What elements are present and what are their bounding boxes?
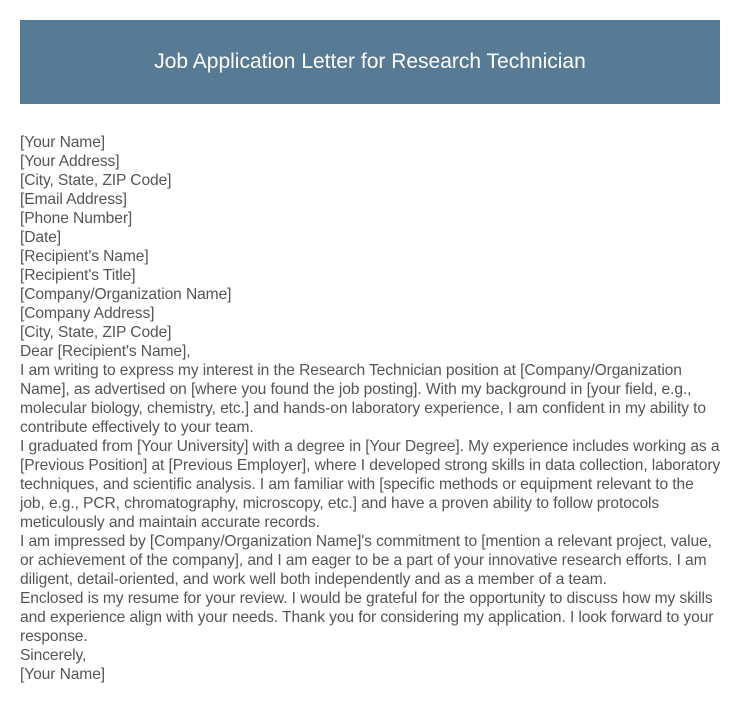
sender-email: [Email Address]	[20, 191, 127, 208]
recipient-title: [Recipient's Title]	[20, 267, 136, 284]
recipient-company: [Company/Organization Name]	[20, 286, 232, 303]
paragraph-education: I graduated from [Your University] with a degree in [Your Degree]. My experience includes working as a [Previous Position] at [Previous Employer], where I developed strong skills in data collection, laboratory techniques, and scientific analysis. I am familiar with [specific methods or equipment relevant to the job, e.g., PCR, chromatography, microscopy, etc.] and have a proven ability to follow protocols meticulously and maintain accurate records.	[20, 438, 721, 531]
page-title: Job Application Letter for Research Technician	[154, 50, 586, 73]
signature: [Your Name]	[20, 666, 106, 683]
closing: Sincerely,	[20, 647, 87, 664]
sender-city-state-zip: [City, State, ZIP Code]	[20, 172, 172, 189]
recipient-address: [Company Address]	[20, 305, 155, 322]
sender-phone: [Phone Number]	[20, 210, 133, 227]
recipient-name: [Recipient's Name]	[20, 248, 149, 265]
salutation: Dear [Recipient's Name],	[20, 343, 191, 360]
page-header	[20, 20, 720, 104]
paragraph-intro: I am writing to express my interest in the Research Technician position at [Company/Organization Name], as advertised on [where you found the job posting]. With my background in [your field, e.g., molecular biology, chemistry, etc.] and hands-on laboratory experience, I am confident in my ability to contribute effectively to your team.	[20, 362, 706, 436]
sender-name: [Your Name]	[20, 134, 106, 151]
paragraph-company-interest: I am impressed by [Company/Organization Name]'s commitment to [mention a relevant project, value, or achievement of the company], and I am eager to be a part of your innovative research efforts. I am diligent, detail-oriented, and work well both independently and as a member of a team.	[20, 533, 712, 588]
paragraph-closing: Enclosed is my resume for your review. I would be grateful for the opportunity to discuss how my skills and experience align with your needs. Thank you for considering my application. I look forward to your response.	[20, 590, 714, 645]
recipient-city-state-zip: [City, State, ZIP Code]	[20, 324, 172, 341]
letter-date: [Date]	[20, 229, 62, 246]
sender-address: [Your Address]	[20, 153, 120, 170]
letter-body	[20, 133, 722, 684]
